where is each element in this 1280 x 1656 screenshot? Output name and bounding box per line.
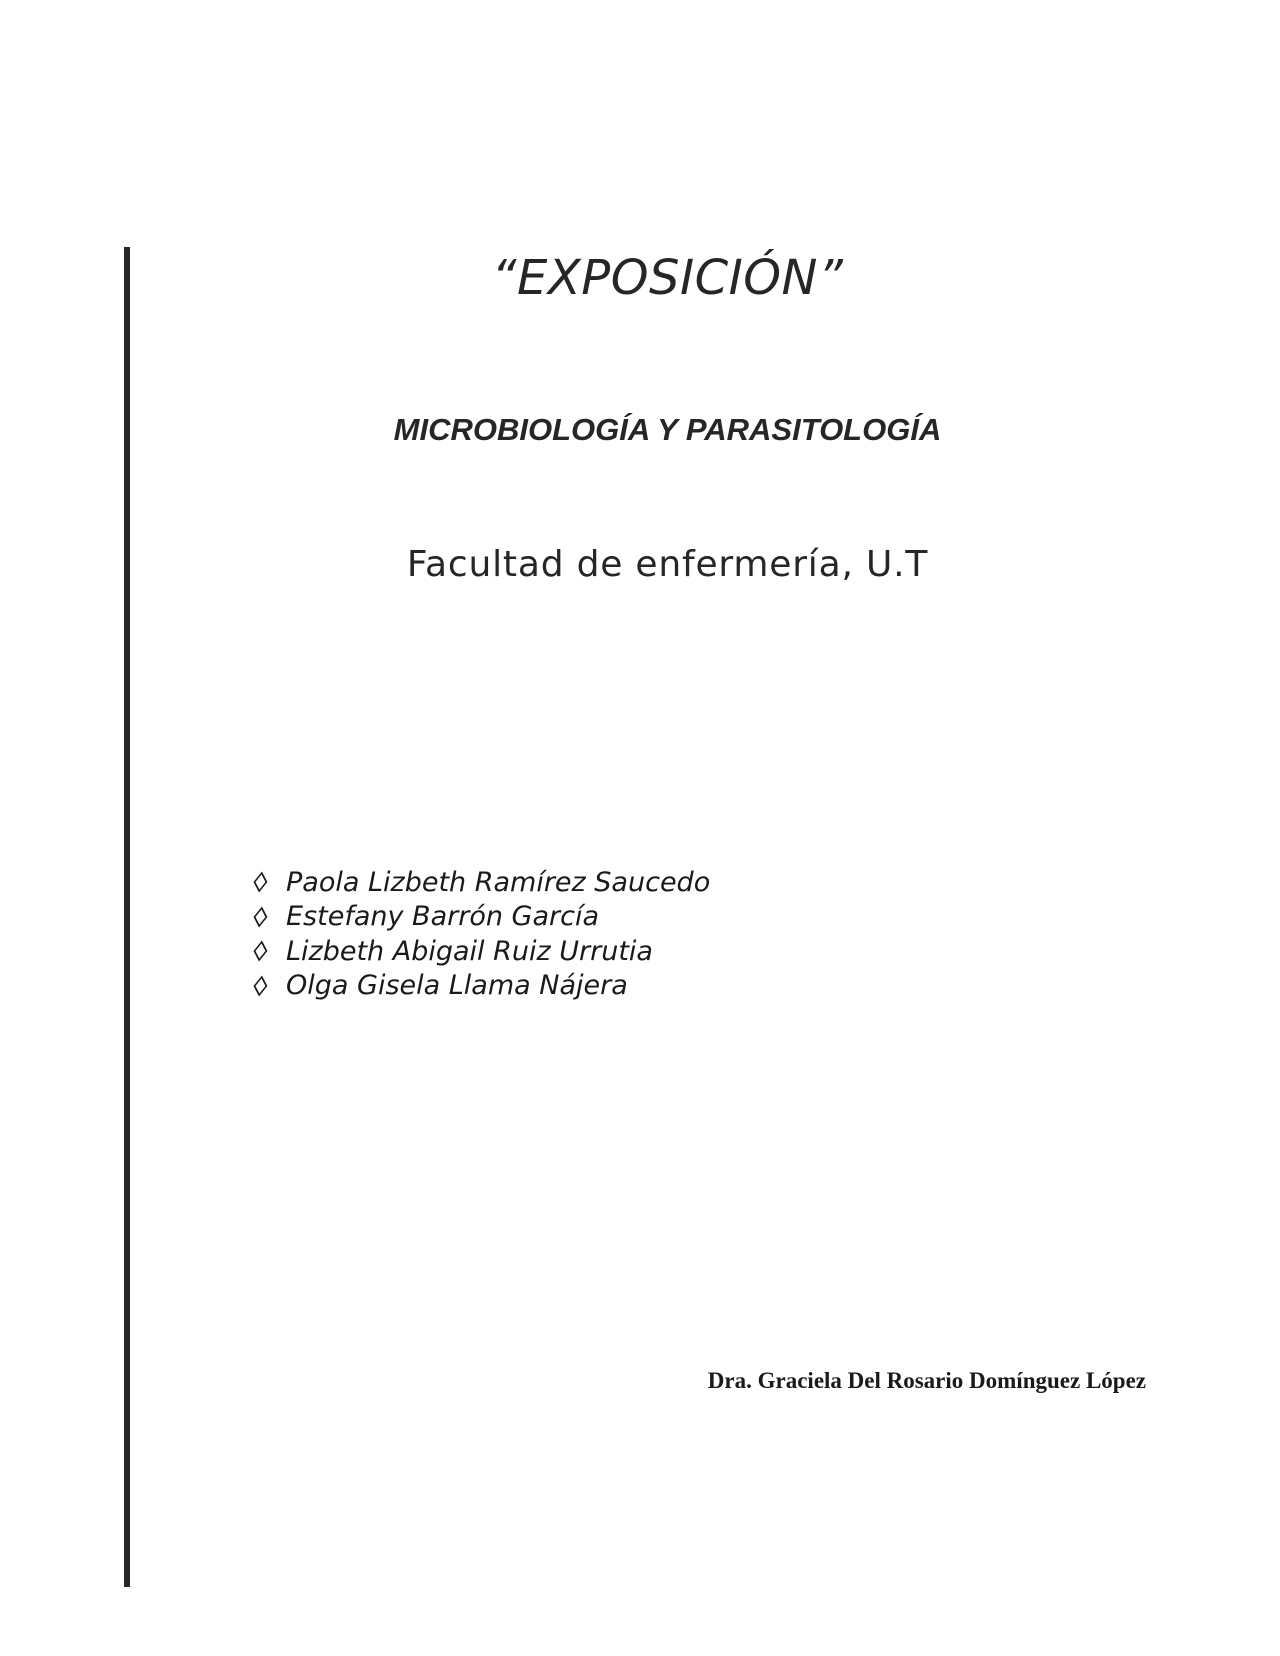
diamond-outline-icon	[252, 975, 286, 997]
left-vertical-rule	[124, 247, 130, 1587]
diamond-outline-icon	[252, 906, 286, 928]
list-item	[252, 900, 710, 935]
diamond-outline-icon	[252, 940, 286, 962]
author-name: Paola Lizbeth Ramírez Saucedo	[286, 866, 711, 898]
list-item	[252, 934, 710, 969]
teacher-name: Dra. Graciela Del Rosario Domínguez López	[707, 1368, 1146, 1393]
document-title: “EXPOSICIÓN”	[491, 250, 844, 306]
author-name: Lizbeth Abigail Ruiz Urrutia	[286, 935, 653, 967]
author-name: Olga Gisela Llama Nájera	[286, 970, 628, 1002]
list-item	[252, 865, 710, 900]
faculty-line: Facultad de enfermería, U.T	[406, 544, 929, 585]
diamond-outline-icon	[252, 871, 286, 893]
author-list	[252, 865, 710, 1003]
subject-heading: MICROBIOLOGÍA Y PARASITOLOGÍA	[393, 412, 942, 447]
author-name: Estefany Barrón García	[286, 901, 599, 933]
list-item	[252, 969, 710, 1004]
